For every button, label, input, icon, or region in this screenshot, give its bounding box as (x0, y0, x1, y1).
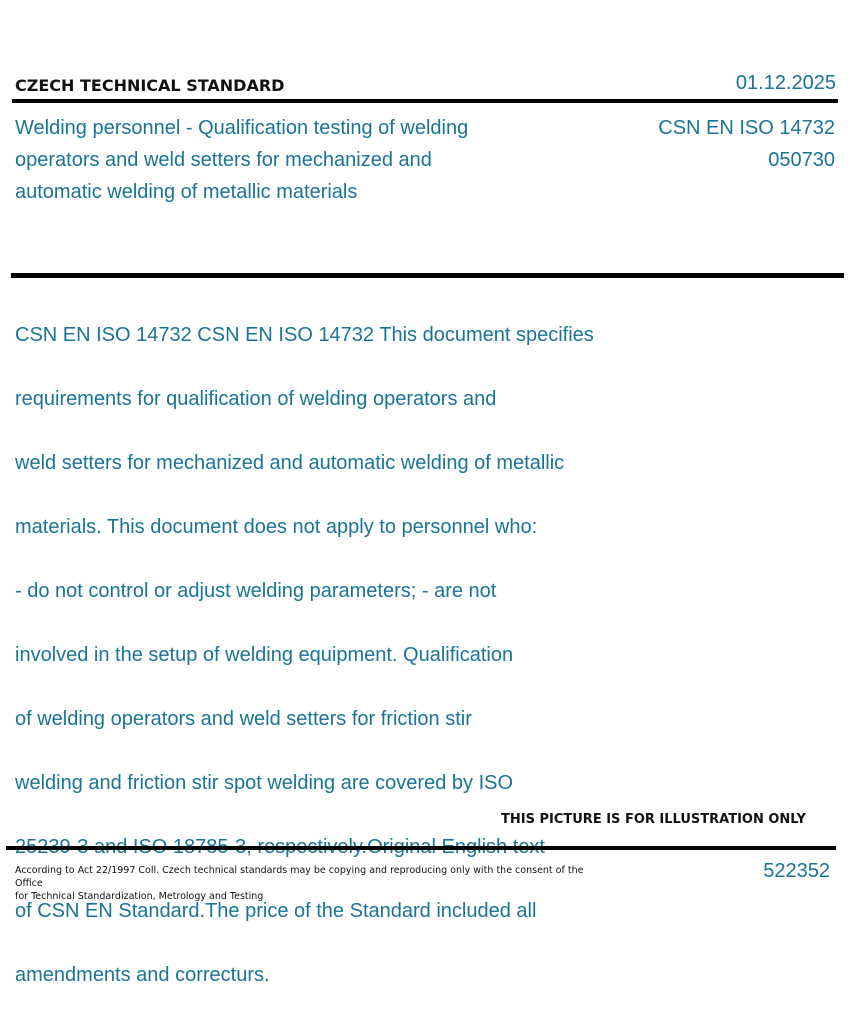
top-divider (12, 99, 838, 103)
description-line: involved in the setup of welding equipment. Qualification (15, 644, 514, 666)
middle-divider (11, 273, 844, 278)
document-id: 522352 (763, 860, 830, 882)
description-line: of CSN EN Standard.The price of the Standard included all (15, 900, 537, 922)
document-type-heading: CZECH TECHNICAL STANDARD (15, 76, 285, 95)
classification-number: 050730 (768, 149, 835, 171)
publication-date: 01.12.2025 (735, 72, 836, 94)
standard-title-line: operators and weld setters for mechanized and (15, 149, 432, 171)
legal-notice (15, 864, 585, 903)
description-line: CSN EN ISO 14732 CSN EN ISO 14732 This document specifies (15, 324, 594, 346)
standard-description (15, 287, 675, 1023)
description-line: requirements for qualification of welding operators and (15, 388, 497, 410)
description-line: welding and friction stir spot welding are covered by ISO (15, 772, 514, 794)
legal-notice-line: for Technical Standardization, Metrology and Testing (15, 891, 264, 902)
standard-title-line: Welding personnel - Qualification testing of welding (15, 117, 469, 139)
description-line: - do not control or adjust welding parameters; - are not (15, 580, 497, 602)
standard-code: CSN EN ISO 14732 (658, 117, 835, 139)
legal-notice-line: According to Act 22/1997 Coll. Czech technical standards may be copying and reproducing only with the consent of the Office (15, 865, 584, 889)
illustration-notice: THIS PICTURE IS FOR ILLUSTRATION ONLY (501, 812, 806, 827)
description-line: of welding operators and weld setters for friction stir (15, 708, 472, 730)
standard-title-line: automatic welding of metallic materials (15, 181, 358, 203)
standard-title (15, 112, 535, 208)
standard-identifier (658, 112, 835, 176)
description-line: materials. This document does not apply to personnel who: (15, 516, 538, 538)
description-line: amendments and correcturs. (15, 964, 270, 986)
description-line: weld setters for mechanized and automatic welding of metallic (15, 452, 565, 474)
bottom-divider (6, 846, 836, 850)
